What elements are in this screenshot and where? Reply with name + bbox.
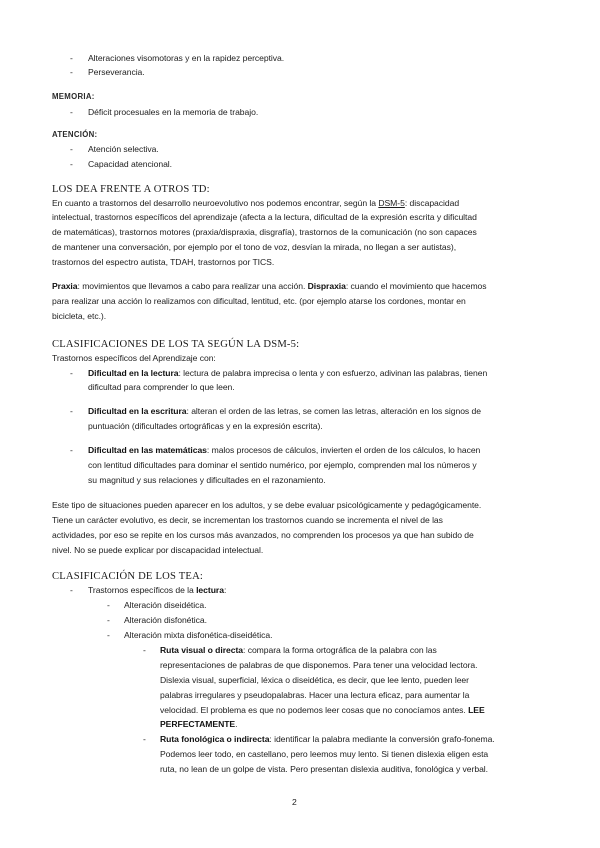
list-item: Alteración diseidética.: [124, 600, 207, 610]
list-item: Trastornos específicos de la lectura:: [88, 585, 227, 595]
bullet-dash: -: [70, 53, 73, 63]
list-item: Dificultad en la lectura: lectura de palabra imprecisa o lenta y con esfuerzo, adivinan las palabras, tienen: [88, 368, 488, 378]
bullet-dash: -: [70, 159, 73, 169]
list-item-line: con lentitud dificultades para dominar el sentido numérico, por ejemplo, comprenden mal los números y: [88, 460, 477, 470]
paragraph-line: En cuanto a trastornos del desarrollo neuroevolutivo nos podemos encontrar, según la DSM-5: discapacidad: [52, 198, 460, 208]
list-item: Capacidad atencional.: [88, 159, 172, 169]
paragraph-line: actividades, por eso se repite en los cursos más avanzados, no comprenden los procesos ya que han subido de: [52, 530, 474, 540]
paragraph-line: para realizar una acción lo realizamos con dificultad, lentitud, etc. (por ejemplo atarse los cordones, montar en: [52, 296, 466, 306]
bullet-dash: -: [107, 600, 110, 610]
section-heading: CLASIFICACIÓN DE LOS TEA:: [52, 571, 204, 582]
bullet-dash: -: [107, 615, 110, 625]
page-number: 2: [292, 797, 297, 807]
dsm-link: DSM-5: [378, 198, 405, 208]
list-item-line: palabras irregulares y pseudopalabras. Hacer una lectura eficaz, para aumentar la: [160, 690, 470, 700]
paragraph-line: Trastornos específicos del Aprendizaje con:: [52, 353, 216, 363]
list-item: Ruta visual o directa: compara la forma ortográfica de la palabra con las: [160, 645, 437, 655]
bullet-dash: -: [107, 630, 110, 640]
paragraph-line: de mantener una conversación, por ejemplo por el tono de voz, desvían la mirada, no llegan a ser autistas),: [52, 242, 457, 252]
paragraph-line: Tiene un carácter evolutivo, es decir, se incrementan los trastornos cuando se incrementa el nivel de las: [52, 515, 443, 525]
paragraph-line: Este tipo de situaciones pueden aparecer en los adultos, y se debe evaluar psicológicamente y pedagógicamente.: [52, 500, 482, 510]
bullet-dash: -: [143, 645, 146, 655]
list-item-line: velocidad. El problema es que no podemos leer cosas que no conocíamos antes. LEE: [160, 705, 485, 715]
paragraph-line: bicicleta, etc.).: [52, 311, 107, 321]
paragraph-line: nivel. No se puede explicar por discapacidad intelectual.: [52, 545, 264, 555]
dispraxia-term: Dispraxia: [307, 281, 346, 291]
list-item-line: puntuación (dificultades ortográficas y en la expresión escrita).: [88, 421, 323, 431]
list-item: Alteración mixta disfonética-diseidética.: [124, 630, 273, 640]
bullet-dash: -: [70, 144, 73, 154]
bullet-dash: -: [70, 406, 73, 416]
list-item-line: su magnitud y sus relaciones y dificultades en el razonamiento.: [88, 475, 326, 485]
bullet-dash: -: [70, 445, 73, 455]
list-item: Perseverancia.: [88, 67, 145, 77]
bullet-dash: -: [70, 107, 73, 117]
memoria-label: MEMORIA:: [52, 92, 95, 101]
section-heading: CLASIFICACIONES DE LOS TA SEGÚN LA DSM-5:: [52, 339, 300, 350]
list-item-line: Podemos leer todo, en castellano, pero leemos muy lento. Si tienen dislexia eligen esta: [160, 749, 489, 759]
paragraph-line: de matemáticas), trastornos motores (praxia/dispraxia, disgrafía), trastornos de la comunicación (no son capaces: [52, 227, 477, 237]
list-item: Alteraciones visomotoras y en la rapidez perceptiva.: [88, 53, 285, 63]
paragraph-line: trastornos del espectro autista, TDAH, trastornos por TICS.: [52, 257, 275, 267]
paragraph-line: intelectual, trastornos específicos del aprendizaje (afecta a la lectura, dificultad de la expresión escrita y dificultad: [52, 212, 477, 222]
section-heading: LOS DEA FRENTE A OTROS TD:: [52, 184, 210, 195]
list-item-line: ruta, no lean de un golpe de vista. Pero presentan dislexia auditiva, fonológica y verbal.: [160, 764, 489, 774]
paragraph-line: Praxia: movimientos que llevamos a cabo para realizar una acción. Dispraxia: cuando el movimiento que hacemos: [52, 281, 487, 291]
list-item-line: dificultad para comprender lo que leen.: [88, 382, 235, 392]
list-item: Déficit procesuales en la memoria de trabajo.: [88, 107, 259, 117]
bullet-dash: -: [70, 585, 73, 595]
bullet-dash: -: [70, 67, 73, 77]
list-item: Dificultad en las matemáticas: malos procesos de cálculos, invierten el orden de los cálculos, lo hacen: [88, 445, 481, 455]
list-item: Atención selectiva.: [88, 144, 159, 154]
list-item: Alteración disfonética.: [124, 615, 207, 625]
list-item: Ruta fonológica o indirecta: identificar la palabra mediante la conversión grafo-fonema.: [160, 734, 495, 744]
list-item: Dificultad en la escritura: alteran el orden de las letras, se comen las letras, alteración en los signos de: [88, 406, 481, 416]
bullet-dash: -: [70, 368, 73, 378]
list-item-line: Dislexia visual, superficial, léxica o diseidética, es decir, que lee lento, pueden leer: [160, 675, 469, 685]
atencion-label: ATENCIÓN:: [52, 130, 98, 139]
bullet-dash: -: [143, 734, 146, 744]
list-item-line: PERFECTAMENTE.: [160, 719, 238, 729]
list-item-line: representaciones de palabras de que disponemos. Para tener una velocidad lectora.: [160, 660, 478, 670]
praxia-term: Praxia: [52, 281, 78, 291]
